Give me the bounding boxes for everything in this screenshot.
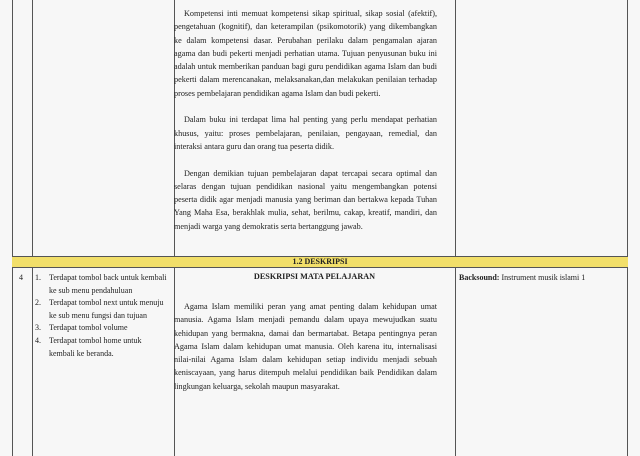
subject-description-text: [174, 300, 437, 393]
paragraph-kompetensi: Kompetensi inti memuat kompetensi sikap spiritual, sikap sosial (afektif), pengetahuan (kognitif), dan keterampilan (psikomotorik) yang dikembangkan ke dalam kompetensi dasar. Perubahan perilaku dalam pengamalan ajaran agama dan budi pekerti menjadi perhatian utama. Tujuan penyusunan buku ini adalah untuk memberikan panduan bagi guru pendidikan agama Islam dan budi pekerti dalam merencanakan, melaksanakan,dan melakukan penilaian terhadap proses pembelajaran pendidikan agama Islam dan budi pekerti.: [174, 9, 437, 98]
backsound-label: Backsound:: [459, 273, 500, 282]
subject-description-heading: DESKRIPSI MATA PELAJARAN: [253, 272, 376, 281]
list-item: 4. Terdapat tombol home untuk kembali ke beranda.: [35, 335, 142, 358]
section-header-row: [12, 256, 628, 268]
paragraph-lima-hal: Dalam buku ini terdapat lima hal penting yang perlu mendapat perhatian khusus, yaitu: proses pembelajaran, penilaian, pengayaan, remedial, dan interaksi antara guru dan orang tua peserta didik.: [174, 115, 437, 151]
button-list: [35, 272, 169, 360]
row-number: 4: [19, 273, 23, 282]
list-item: 2. Terdapat tombol next untuk menuju ke sub menu fungsi dan tujuan: [35, 298, 164, 320]
backsound-note: [459, 272, 625, 284]
list-item: 3. Terdapat tombol volume: [35, 323, 128, 333]
table-border-left: [12, 0, 13, 456]
upper-row-description: [174, 7, 437, 233]
paragraph-tujuan: Dengan demikian tujuan pembelajaran dapat tercapai secara optimal dan selaras dengan tujuan pendidikan nasional yaitu mengembangkan potensi peserta didik agar menjadi manusia yang beriman dan bertakwa kepada Tuhan Yang Maha Esa, berakhlak mulia, sehat, berilmu, cakap, kreatif, mandiri, dan menjadi warga yang demokratis serta bertanggung jawab.: [174, 168, 437, 231]
backsound-value: Instrument musik islami 1: [501, 273, 586, 282]
paragraph-agama-islam: Agama Islam memiliki peran yang amat penting dalam kehidupan umat manusia. Agama Islam menjadi pemandu dalam upaya mewujudkan suatu kehidupan yang bermakna, damai dan bermartabat. Betapa pentingnya peran Agama Islam dalam kehidupan umat manusia. Oleh karena itu, internalisasi nilai-nilai Agama Islam dalam kehidupan setiap individu menjadi sebuah keniscayaan, yang harus ditempuh melalui pendidikan baik Pendidikan dalam lingkungan keluarga, sekolah maupun masyarakat.: [174, 302, 437, 391]
storyboard-table: [12, 0, 628, 456]
section-title: 1.2 DESKRIPSI: [292, 257, 348, 266]
column-divider-3: [455, 0, 456, 456]
column-divider-1: [32, 0, 33, 456]
table-border-right: [627, 0, 628, 456]
list-item: 1. Terdapat tombol back untuk kembali ke sub menu pendahuluan: [35, 273, 167, 295]
